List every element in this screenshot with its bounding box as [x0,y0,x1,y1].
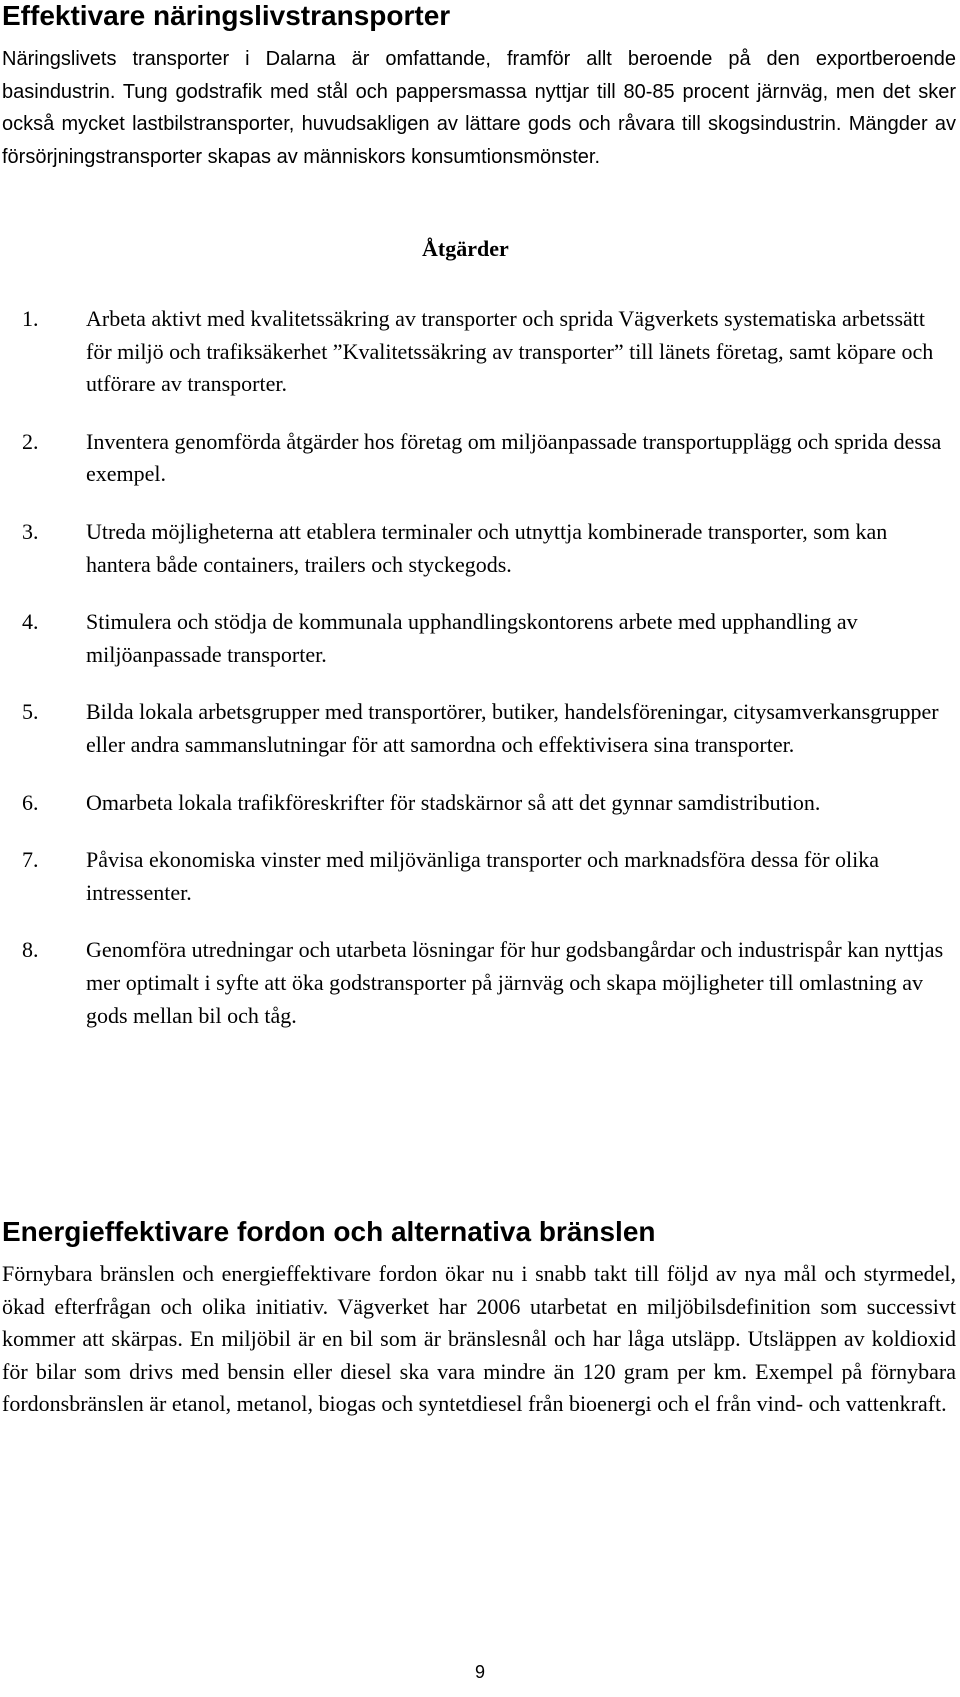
list-item [0,844,948,909]
intro-paragraph: Näringslivets transporter i Dalarna är omfattande, framför allt beroende på den exportberoende basindustrin. Tung godstrafik med stål och pappersmassa nyttjar till 80-85 procent järnväg, men det sker också mycket lastbilstransporter, huvudsakligen av lättare gods och råvara till skogsindustrin. Mängder av försörjningstransporter skapas av människors konsumtionsmönster. [2,48,956,168]
list-item-text: Inventera genomförda åtgärder hos företag om miljöanpassade transportupplägg och sprida dessa exempel. [86,428,942,487]
list-item-text: Bilda lokala arbetsgrupper med transportörer, butiker, handelsföreningar, citysamverkansgrupper eller andra sammanslutningar för att samordna och effektivisera sina transporter. [86,699,939,757]
section-title-energieffektivare-fordon: Energieffektivare fordon och alternativa bränslen [2,1216,656,1247]
list-item-number: 8. [22,937,39,963]
list-item [0,934,948,1032]
list-item-number: 5. [22,699,39,725]
list-item-text: Omarbeta lokala trafikföreskrifter för stadskärnor så att det gynnar samdistribution. [86,789,821,815]
list-item-number: 4. [22,609,39,635]
list-item-text: Arbeta aktivt med kvalitetssäkring av transporter och sprida Vägverkets systematiska arbetssätt för miljö och trafiksäkerhet ”Kvalitetssäkring av transporter” till länets företag, samt köpare och utförare av transporter. [86,306,934,397]
list-item-number: 3. [22,518,39,544]
list-item [0,696,948,761]
section-title-naringslivstransporter: Effektivare näringslivstransporter [2,0,451,31]
fuel-paragraph: Förnybara bränslen och energieffektivare fordon ökar nu i snabb takt till följd av nya mål och styrmedel, ökad efterfrågan och olika initiativ. Vägverket har 2006 utarbetat en miljöbilsdefinition som successivt kommer att skärpas. En miljöbil är en bil som är bränslesnål och har låga utsläpp. Utsläppen av koldioxid för bilar som drivs med bensin eller diesel ska vara mindre än 120 gram per km. Exempel på förnybara fordonsbränslen är etanol, metanol, biogas och syntetdiesel från bioenergi och el från vind- och vattenkraft. [2,1261,956,1417]
list-item-number: 6. [22,789,39,815]
list-item-text: Utreda möjligheterna att etablera terminaler och utnyttja kombinerade transporter, som kan hantera både containers, trailers och styckegods. [86,518,888,577]
list-item [0,303,948,401]
list-item [0,787,948,820]
actions-list [0,303,960,1057]
list-item [0,606,948,671]
list-item-text: Påvisa ekonomiska vinster med miljövänliga transporter och marknadsföra dessa för olika intressenter. [86,847,880,905]
list-item-number: 2. [22,428,39,454]
actions-heading: Åtgärder [422,236,509,261]
list-item-text: Stimulera och stödja de kommunala upphandlingskontorens arbete med upphandling av miljöanpassade transporter. [86,609,858,667]
list-item-text: Genomföra utredningar och utarbeta lösningar för hur godsbangårdar och industrispår kan nyttjas mer optimalt i syfte att öka godstransporter på järnväg och skapa möjligheter till omlastning av gods mellan bil och tåg. [86,937,944,1028]
list-item-number: 7. [22,847,39,873]
list-item [0,516,948,581]
page-number: 9 [474,1662,485,1682]
list-item-number: 1. [22,306,39,331]
list-item [0,426,948,491]
